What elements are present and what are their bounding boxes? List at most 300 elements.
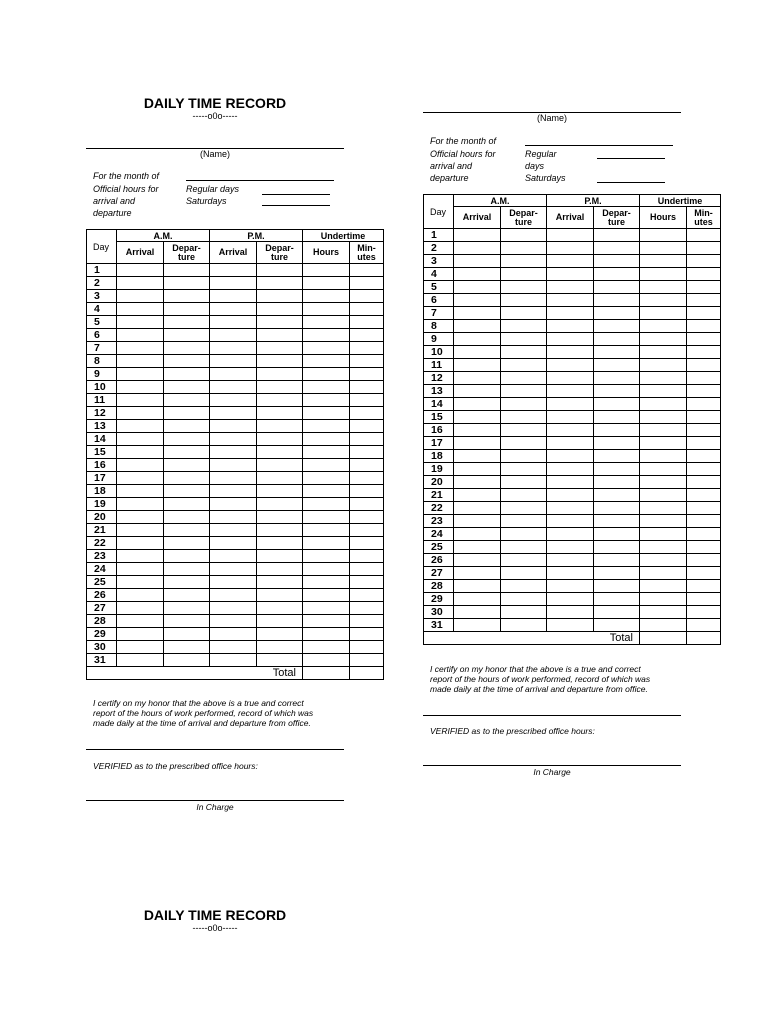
- time-entry-cell[interactable]: [117, 654, 164, 667]
- time-entry-cell[interactable]: [210, 407, 257, 420]
- time-entry-cell[interactable]: [454, 450, 501, 463]
- time-entry-cell[interactable]: [210, 381, 257, 394]
- time-entry-cell[interactable]: [303, 459, 350, 472]
- time-entry-cell[interactable]: [164, 329, 210, 342]
- time-entry-cell[interactable]: [594, 294, 640, 307]
- time-entry-cell[interactable]: [501, 515, 547, 528]
- time-entry-cell[interactable]: [257, 329, 303, 342]
- time-entry-cell[interactable]: [210, 654, 257, 667]
- time-entry-cell[interactable]: [303, 277, 350, 290]
- time-entry-cell[interactable]: [210, 433, 257, 446]
- time-entry-cell[interactable]: [594, 268, 640, 281]
- time-entry-cell[interactable]: [257, 511, 303, 524]
- time-entry-cell[interactable]: [547, 346, 594, 359]
- time-entry-cell[interactable]: [594, 333, 640, 346]
- time-entry-cell[interactable]: [547, 463, 594, 476]
- time-entry-cell[interactable]: [117, 485, 164, 498]
- time-entry-cell[interactable]: [501, 502, 547, 515]
- time-entry-cell[interactable]: [210, 589, 257, 602]
- time-entry-cell[interactable]: [164, 407, 210, 420]
- time-entry-cell[interactable]: [454, 541, 501, 554]
- time-entry-cell[interactable]: [594, 489, 640, 502]
- time-entry-cell[interactable]: [350, 303, 384, 316]
- time-entry-cell[interactable]: [594, 554, 640, 567]
- time-entry-cell[interactable]: [350, 316, 384, 329]
- employee-signature-line[interactable]: [423, 715, 681, 716]
- time-entry-cell[interactable]: [687, 580, 721, 593]
- time-entry-cell[interactable]: [350, 407, 384, 420]
- time-entry-cell[interactable]: [640, 489, 687, 502]
- time-entry-cell[interactable]: [164, 446, 210, 459]
- time-entry-cell[interactable]: [164, 459, 210, 472]
- time-entry-cell[interactable]: [454, 580, 501, 593]
- time-entry-cell[interactable]: [350, 342, 384, 355]
- time-entry-cell[interactable]: [454, 515, 501, 528]
- time-entry-cell[interactable]: [501, 359, 547, 372]
- time-entry-cell[interactable]: [547, 502, 594, 515]
- time-entry-cell[interactable]: [687, 359, 721, 372]
- time-entry-cell[interactable]: [501, 593, 547, 606]
- time-entry-cell[interactable]: [117, 537, 164, 550]
- time-entry-cell[interactable]: [303, 264, 350, 277]
- time-entry-cell[interactable]: [501, 398, 547, 411]
- time-entry-cell[interactable]: [303, 654, 350, 667]
- time-entry-cell[interactable]: [547, 619, 594, 632]
- time-entry-cell[interactable]: [350, 394, 384, 407]
- employee-signature-line[interactable]: [86, 749, 344, 750]
- time-entry-cell[interactable]: [594, 424, 640, 437]
- time-entry-cell[interactable]: [257, 472, 303, 485]
- time-entry-cell[interactable]: [594, 619, 640, 632]
- time-entry-cell[interactable]: [164, 589, 210, 602]
- time-entry-cell[interactable]: [303, 576, 350, 589]
- time-entry-cell[interactable]: [687, 320, 721, 333]
- time-entry-cell[interactable]: [303, 329, 350, 342]
- time-entry-cell[interactable]: [350, 576, 384, 589]
- time-entry-cell[interactable]: [210, 355, 257, 368]
- time-entry-cell[interactable]: [350, 420, 384, 433]
- time-entry-cell[interactable]: [454, 398, 501, 411]
- time-entry-cell[interactable]: [640, 320, 687, 333]
- time-entry-cell[interactable]: [501, 229, 547, 242]
- time-entry-cell[interactable]: [257, 394, 303, 407]
- time-entry-cell[interactable]: [687, 619, 721, 632]
- time-entry-cell[interactable]: [303, 524, 350, 537]
- time-entry-cell[interactable]: [454, 385, 501, 398]
- total-entry-cell[interactable]: [687, 632, 721, 645]
- time-entry-cell[interactable]: [594, 528, 640, 541]
- time-entry-cell[interactable]: [117, 316, 164, 329]
- time-entry-cell[interactable]: [594, 593, 640, 606]
- time-entry-cell[interactable]: [501, 385, 547, 398]
- time-entry-cell[interactable]: [303, 433, 350, 446]
- time-entry-cell[interactable]: [257, 550, 303, 563]
- time-entry-cell[interactable]: [594, 346, 640, 359]
- time-entry-cell[interactable]: [117, 459, 164, 472]
- time-entry-cell[interactable]: [303, 290, 350, 303]
- time-entry-cell[interactable]: [350, 498, 384, 511]
- time-entry-cell[interactable]: [594, 320, 640, 333]
- time-entry-cell[interactable]: [454, 411, 501, 424]
- time-entry-cell[interactable]: [501, 528, 547, 541]
- time-entry-cell[interactable]: [257, 576, 303, 589]
- time-entry-cell[interactable]: [687, 424, 721, 437]
- time-entry-cell[interactable]: [164, 342, 210, 355]
- time-entry-cell[interactable]: [164, 537, 210, 550]
- time-entry-cell[interactable]: [117, 329, 164, 342]
- time-entry-cell[interactable]: [640, 333, 687, 346]
- time-entry-cell[interactable]: [164, 485, 210, 498]
- time-entry-cell[interactable]: [501, 567, 547, 580]
- total-entry-cell[interactable]: [350, 667, 384, 680]
- time-entry-cell[interactable]: [640, 268, 687, 281]
- time-entry-cell[interactable]: [594, 541, 640, 554]
- time-entry-cell[interactable]: [640, 619, 687, 632]
- time-entry-cell[interactable]: [350, 459, 384, 472]
- time-entry-cell[interactable]: [501, 450, 547, 463]
- time-entry-cell[interactable]: [454, 268, 501, 281]
- time-entry-cell[interactable]: [350, 290, 384, 303]
- time-entry-cell[interactable]: [640, 411, 687, 424]
- time-entry-cell[interactable]: [117, 511, 164, 524]
- time-entry-cell[interactable]: [303, 563, 350, 576]
- time-entry-cell[interactable]: [303, 446, 350, 459]
- time-entry-cell[interactable]: [640, 476, 687, 489]
- regular-days-line[interactable]: [597, 158, 665, 159]
- time-entry-cell[interactable]: [640, 580, 687, 593]
- time-entry-cell[interactable]: [164, 394, 210, 407]
- time-entry-cell[interactable]: [210, 641, 257, 654]
- time-entry-cell[interactable]: [454, 593, 501, 606]
- time-entry-cell[interactable]: [303, 589, 350, 602]
- time-entry-cell[interactable]: [350, 355, 384, 368]
- time-entry-cell[interactable]: [594, 606, 640, 619]
- time-entry-cell[interactable]: [547, 411, 594, 424]
- time-entry-cell[interactable]: [303, 342, 350, 355]
- time-entry-cell[interactable]: [210, 459, 257, 472]
- time-entry-cell[interactable]: [454, 424, 501, 437]
- time-entry-cell[interactable]: [164, 576, 210, 589]
- time-entry-cell[interactable]: [501, 294, 547, 307]
- time-entry-cell[interactable]: [454, 333, 501, 346]
- time-entry-cell[interactable]: [303, 381, 350, 394]
- time-entry-cell[interactable]: [640, 424, 687, 437]
- time-entry-cell[interactable]: [303, 420, 350, 433]
- time-entry-cell[interactable]: [350, 329, 384, 342]
- time-entry-cell[interactable]: [594, 502, 640, 515]
- time-entry-cell[interactable]: [350, 654, 384, 667]
- time-entry-cell[interactable]: [687, 567, 721, 580]
- time-entry-cell[interactable]: [210, 290, 257, 303]
- time-entry-cell[interactable]: [257, 316, 303, 329]
- time-entry-cell[interactable]: [257, 498, 303, 511]
- time-entry-cell[interactable]: [640, 346, 687, 359]
- time-entry-cell[interactable]: [303, 550, 350, 563]
- time-entry-cell[interactable]: [303, 628, 350, 641]
- time-entry-cell[interactable]: [303, 472, 350, 485]
- time-entry-cell[interactable]: [501, 242, 547, 255]
- time-entry-cell[interactable]: [687, 463, 721, 476]
- time-entry-cell[interactable]: [687, 255, 721, 268]
- time-entry-cell[interactable]: [454, 476, 501, 489]
- time-entry-cell[interactable]: [257, 407, 303, 420]
- time-entry-cell[interactable]: [547, 255, 594, 268]
- time-entry-cell[interactable]: [640, 398, 687, 411]
- time-entry-cell[interactable]: [210, 303, 257, 316]
- time-entry-cell[interactable]: [303, 394, 350, 407]
- time-entry-cell[interactable]: [350, 511, 384, 524]
- time-entry-cell[interactable]: [303, 355, 350, 368]
- time-entry-cell[interactable]: [117, 498, 164, 511]
- time-entry-cell[interactable]: [547, 593, 594, 606]
- time-entry-cell[interactable]: [117, 381, 164, 394]
- time-entry-cell[interactable]: [594, 398, 640, 411]
- time-entry-cell[interactable]: [640, 502, 687, 515]
- time-entry-cell[interactable]: [454, 307, 501, 320]
- time-entry-cell[interactable]: [640, 372, 687, 385]
- time-entry-cell[interactable]: [594, 372, 640, 385]
- time-entry-cell[interactable]: [350, 433, 384, 446]
- time-entry-cell[interactable]: [210, 277, 257, 290]
- time-entry-cell[interactable]: [547, 307, 594, 320]
- time-entry-cell[interactable]: [547, 385, 594, 398]
- time-entry-cell[interactable]: [594, 307, 640, 320]
- time-entry-cell[interactable]: [640, 385, 687, 398]
- time-entry-cell[interactable]: [687, 502, 721, 515]
- time-entry-cell[interactable]: [640, 229, 687, 242]
- time-entry-cell[interactable]: [164, 433, 210, 446]
- time-entry-cell[interactable]: [303, 537, 350, 550]
- time-entry-cell[interactable]: [257, 459, 303, 472]
- time-entry-cell[interactable]: [547, 606, 594, 619]
- time-entry-cell[interactable]: [501, 463, 547, 476]
- time-entry-cell[interactable]: [454, 320, 501, 333]
- time-entry-cell[interactable]: [164, 615, 210, 628]
- time-entry-cell[interactable]: [303, 316, 350, 329]
- time-entry-cell[interactable]: [454, 229, 501, 242]
- time-entry-cell[interactable]: [257, 446, 303, 459]
- time-entry-cell[interactable]: [164, 264, 210, 277]
- time-entry-cell[interactable]: [594, 567, 640, 580]
- time-entry-cell[interactable]: [547, 476, 594, 489]
- time-entry-cell[interactable]: [640, 294, 687, 307]
- time-entry-cell[interactable]: [594, 255, 640, 268]
- time-entry-cell[interactable]: [687, 554, 721, 567]
- time-entry-cell[interactable]: [687, 281, 721, 294]
- time-entry-cell[interactable]: [210, 316, 257, 329]
- time-entry-cell[interactable]: [210, 446, 257, 459]
- time-entry-cell[interactable]: [640, 255, 687, 268]
- time-entry-cell[interactable]: [687, 606, 721, 619]
- time-entry-cell[interactable]: [117, 602, 164, 615]
- time-entry-cell[interactable]: [501, 489, 547, 502]
- time-entry-cell[interactable]: [257, 524, 303, 537]
- time-entry-cell[interactable]: [210, 511, 257, 524]
- time-entry-cell[interactable]: [454, 294, 501, 307]
- time-entry-cell[interactable]: [350, 537, 384, 550]
- time-entry-cell[interactable]: [164, 355, 210, 368]
- time-entry-cell[interactable]: [164, 641, 210, 654]
- time-entry-cell[interactable]: [350, 550, 384, 563]
- time-entry-cell[interactable]: [687, 398, 721, 411]
- time-entry-cell[interactable]: [640, 242, 687, 255]
- time-entry-cell[interactable]: [117, 446, 164, 459]
- time-entry-cell[interactable]: [501, 619, 547, 632]
- time-entry-cell[interactable]: [303, 485, 350, 498]
- time-entry-cell[interactable]: [210, 368, 257, 381]
- time-entry-cell[interactable]: [210, 628, 257, 641]
- time-entry-cell[interactable]: [350, 472, 384, 485]
- time-entry-cell[interactable]: [210, 420, 257, 433]
- time-entry-cell[interactable]: [640, 463, 687, 476]
- time-entry-cell[interactable]: [594, 411, 640, 424]
- time-entry-cell[interactable]: [454, 255, 501, 268]
- time-entry-cell[interactable]: [501, 541, 547, 554]
- time-entry-cell[interactable]: [117, 472, 164, 485]
- time-entry-cell[interactable]: [350, 446, 384, 459]
- time-entry-cell[interactable]: [501, 307, 547, 320]
- time-entry-cell[interactable]: [594, 359, 640, 372]
- time-entry-cell[interactable]: [501, 333, 547, 346]
- time-entry-cell[interactable]: [501, 255, 547, 268]
- time-entry-cell[interactable]: [210, 485, 257, 498]
- time-entry-cell[interactable]: [164, 420, 210, 433]
- regular-days-line[interactable]: [262, 194, 330, 195]
- time-entry-cell[interactable]: [454, 489, 501, 502]
- time-entry-cell[interactable]: [687, 437, 721, 450]
- month-line[interactable]: [525, 145, 673, 146]
- time-entry-cell[interactable]: [594, 385, 640, 398]
- time-entry-cell[interactable]: [303, 615, 350, 628]
- time-entry-cell[interactable]: [501, 580, 547, 593]
- time-entry-cell[interactable]: [687, 515, 721, 528]
- time-entry-cell[interactable]: [687, 450, 721, 463]
- time-entry-cell[interactable]: [454, 437, 501, 450]
- time-entry-cell[interactable]: [350, 485, 384, 498]
- time-entry-cell[interactable]: [350, 277, 384, 290]
- time-entry-cell[interactable]: [210, 264, 257, 277]
- time-entry-cell[interactable]: [117, 355, 164, 368]
- time-entry-cell[interactable]: [350, 381, 384, 394]
- time-entry-cell[interactable]: [640, 359, 687, 372]
- time-entry-cell[interactable]: [350, 589, 384, 602]
- time-entry-cell[interactable]: [117, 576, 164, 589]
- time-entry-cell[interactable]: [117, 641, 164, 654]
- time-entry-cell[interactable]: [210, 576, 257, 589]
- time-entry-cell[interactable]: [547, 398, 594, 411]
- time-entry-cell[interactable]: [547, 229, 594, 242]
- time-entry-cell[interactable]: [547, 281, 594, 294]
- time-entry-cell[interactable]: [501, 320, 547, 333]
- time-entry-cell[interactable]: [594, 281, 640, 294]
- time-entry-cell[interactable]: [501, 268, 547, 281]
- time-entry-cell[interactable]: [501, 372, 547, 385]
- time-entry-cell[interactable]: [257, 342, 303, 355]
- time-entry-cell[interactable]: [257, 381, 303, 394]
- time-entry-cell[interactable]: [164, 563, 210, 576]
- time-entry-cell[interactable]: [547, 437, 594, 450]
- time-entry-cell[interactable]: [547, 424, 594, 437]
- time-entry-cell[interactable]: [210, 563, 257, 576]
- time-entry-cell[interactable]: [547, 528, 594, 541]
- time-entry-cell[interactable]: [547, 372, 594, 385]
- time-entry-cell[interactable]: [350, 628, 384, 641]
- time-entry-cell[interactable]: [687, 385, 721, 398]
- time-entry-cell[interactable]: [210, 615, 257, 628]
- time-entry-cell[interactable]: [164, 602, 210, 615]
- time-entry-cell[interactable]: [257, 602, 303, 615]
- time-entry-cell[interactable]: [117, 524, 164, 537]
- time-entry-cell[interactable]: [164, 381, 210, 394]
- time-entry-cell[interactable]: [303, 303, 350, 316]
- time-entry-cell[interactable]: [303, 511, 350, 524]
- time-entry-cell[interactable]: [164, 498, 210, 511]
- time-entry-cell[interactable]: [687, 268, 721, 281]
- time-entry-cell[interactable]: [257, 537, 303, 550]
- time-entry-cell[interactable]: [454, 619, 501, 632]
- time-entry-cell[interactable]: [164, 524, 210, 537]
- time-entry-cell[interactable]: [594, 437, 640, 450]
- time-entry-cell[interactable]: [594, 242, 640, 255]
- time-entry-cell[interactable]: [164, 472, 210, 485]
- time-entry-cell[interactable]: [303, 602, 350, 615]
- time-entry-cell[interactable]: [117, 563, 164, 576]
- time-entry-cell[interactable]: [257, 420, 303, 433]
- time-entry-cell[interactable]: [164, 550, 210, 563]
- time-entry-cell[interactable]: [687, 294, 721, 307]
- time-entry-cell[interactable]: [687, 372, 721, 385]
- time-entry-cell[interactable]: [640, 307, 687, 320]
- time-entry-cell[interactable]: [687, 528, 721, 541]
- time-entry-cell[interactable]: [350, 264, 384, 277]
- time-entry-cell[interactable]: [640, 593, 687, 606]
- time-entry-cell[interactable]: [164, 277, 210, 290]
- time-entry-cell[interactable]: [640, 437, 687, 450]
- time-entry-cell[interactable]: [210, 550, 257, 563]
- time-entry-cell[interactable]: [547, 515, 594, 528]
- time-entry-cell[interactable]: [501, 554, 547, 567]
- time-entry-cell[interactable]: [303, 368, 350, 381]
- time-entry-cell[interactable]: [687, 333, 721, 346]
- time-entry-cell[interactable]: [454, 463, 501, 476]
- time-entry-cell[interactable]: [257, 290, 303, 303]
- time-entry-cell[interactable]: [640, 554, 687, 567]
- time-entry-cell[interactable]: [501, 281, 547, 294]
- time-entry-cell[interactable]: [303, 498, 350, 511]
- time-entry-cell[interactable]: [454, 606, 501, 619]
- time-entry-cell[interactable]: [164, 628, 210, 641]
- time-entry-cell[interactable]: [594, 515, 640, 528]
- total-entry-cell[interactable]: [303, 667, 350, 680]
- time-entry-cell[interactable]: [164, 511, 210, 524]
- time-entry-cell[interactable]: [257, 641, 303, 654]
- time-entry-cell[interactable]: [640, 567, 687, 580]
- time-entry-cell[interactable]: [547, 554, 594, 567]
- time-entry-cell[interactable]: [303, 641, 350, 654]
- time-entry-cell[interactable]: [257, 654, 303, 667]
- time-entry-cell[interactable]: [210, 498, 257, 511]
- time-entry-cell[interactable]: [547, 567, 594, 580]
- time-entry-cell[interactable]: [547, 580, 594, 593]
- time-entry-cell[interactable]: [257, 264, 303, 277]
- time-entry-cell[interactable]: [454, 372, 501, 385]
- time-entry-cell[interactable]: [257, 615, 303, 628]
- time-entry-cell[interactable]: [117, 368, 164, 381]
- time-entry-cell[interactable]: [117, 394, 164, 407]
- time-entry-cell[interactable]: [547, 333, 594, 346]
- time-entry-cell[interactable]: [164, 290, 210, 303]
- time-entry-cell[interactable]: [547, 359, 594, 372]
